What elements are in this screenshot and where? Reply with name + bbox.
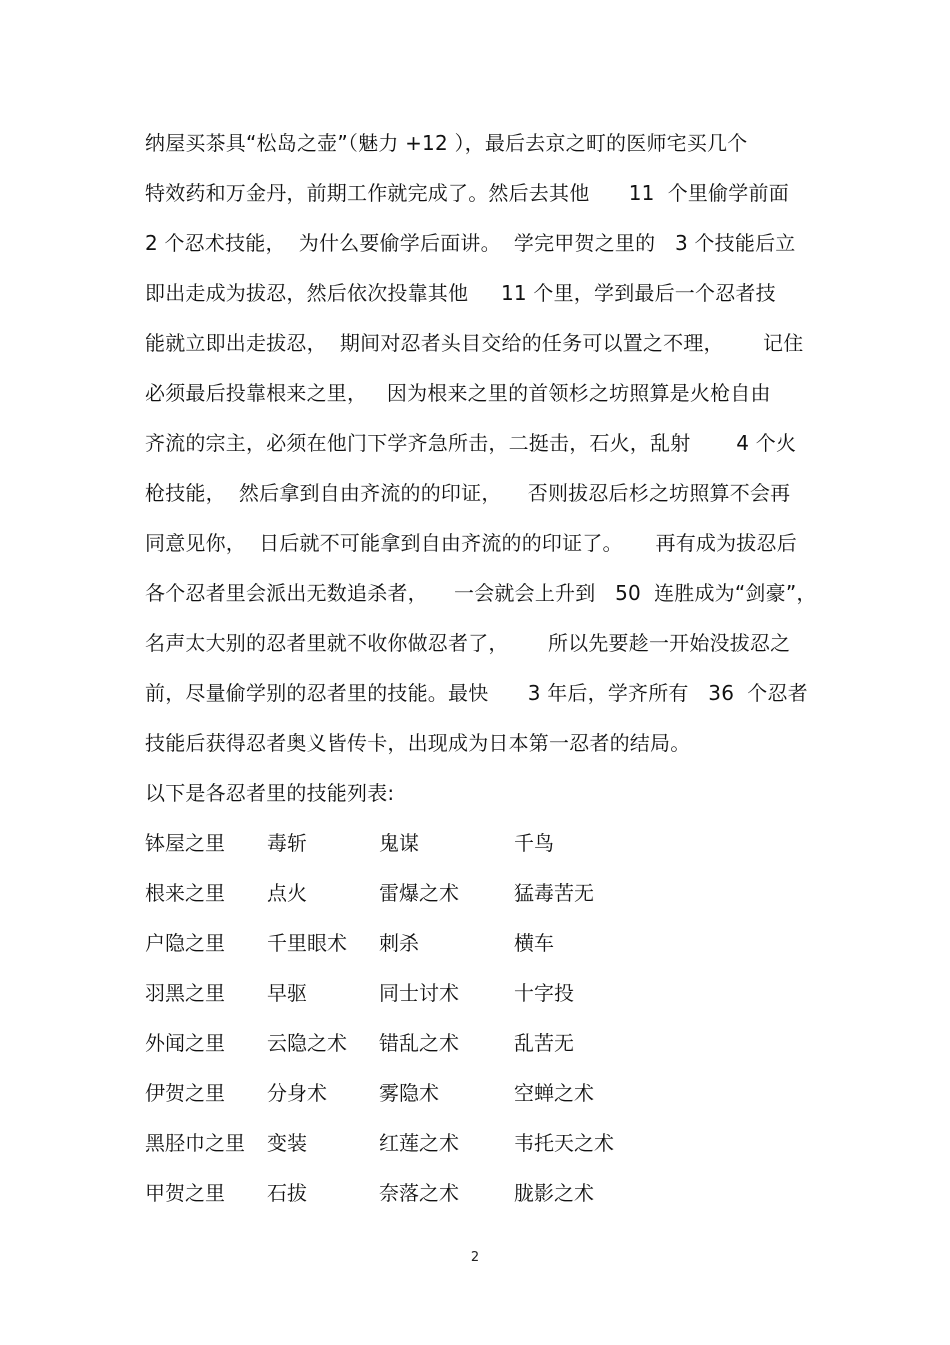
skill-cell: 千里眼术 <box>267 931 347 955</box>
paragraph-line: 前，尽量偷学别的忍者里的技能。最快 3 年后，学齐所有 36 个忍者 <box>145 681 808 705</box>
village-name: 羽黑之里 <box>145 981 225 1005</box>
skill-cell: 乱苦无 <box>514 1031 574 1055</box>
skill-cell: 千鸟 <box>514 831 554 855</box>
skill-cell: 雾隐术 <box>379 1081 439 1105</box>
paragraph-line: 特效药和万金丹，前期工作就完成了。然后去其他 11 个里偷学前面 <box>145 181 789 205</box>
skill-table <box>145 818 674 1218</box>
table-row <box>145 918 674 968</box>
paragraph-line: 必须最后投靠根来之里， 因为根来之里的首领杉之坊照算是火枪自由 <box>145 381 771 405</box>
village-name: 钵屋之里 <box>145 831 225 855</box>
skill-cell: 空蝉之术 <box>514 1081 594 1105</box>
skill-cell: 分身术 <box>267 1081 327 1105</box>
village-name: 户隐之里 <box>145 931 225 955</box>
village-name: 根来之里 <box>145 881 225 905</box>
village-name: 外闻之里 <box>145 1031 225 1055</box>
paragraph-line: 各个忍者里会派出无数追杀者， 一会就会上升到 50 连胜成为“剑豪”， <box>145 581 817 605</box>
village-name: 伊贺之里 <box>145 1081 225 1105</box>
skill-cell: 毒斩 <box>267 831 307 855</box>
paragraph-line: 名声太大别的忍者里就不收你做忍者了， 所以先要趁一开始没拔忍之 <box>145 631 791 655</box>
skill-cell: 变装 <box>267 1131 307 1155</box>
paragraph-line: 齐流的宗主，必须在他门下学齐急所击，二挺击，石火，乱射 4 个火 <box>145 431 797 455</box>
skill-cell: 云隐之术 <box>267 1031 347 1055</box>
paragraph-line: 技能后获得忍者奥义皆传卡，出现成为日本第一忍者的结局。 <box>145 731 691 755</box>
skill-cell: 韦托天之术 <box>514 1131 614 1155</box>
skill-cell: 同士讨术 <box>379 981 459 1005</box>
paragraph-line: 2 个忍术技能， 为什么要偷学后面讲。 学完甲贺之里的 3 个技能后立 <box>145 231 796 255</box>
list-intro-line: 以下是各忍者里的技能列表: <box>145 781 395 805</box>
village-name: 甲贺之里 <box>145 1181 225 1205</box>
village-name: 黑胫巾之里 <box>145 1131 245 1155</box>
table-row <box>145 1018 674 1068</box>
skill-cell: 雷爆之术 <box>379 881 459 905</box>
table-row <box>145 968 674 1018</box>
table-row <box>145 868 674 918</box>
skill-cell: 刺杀 <box>379 931 419 955</box>
skill-cell: 点火 <box>267 881 307 905</box>
skill-cell: 红莲之术 <box>379 1131 459 1155</box>
paragraph-line: 同意见你， 日后就不可能拿到自由齐流的的印证了。 再有成为拔忍后 <box>145 531 797 555</box>
table-row <box>145 818 674 868</box>
table-row <box>145 1118 674 1168</box>
body-paragraph <box>145 118 815 818</box>
paragraph-line: 枪技能， 然后拿到自由齐流的的印证， 否则拔忍后杉之坊照算不会再 <box>145 481 791 505</box>
skill-cell: 横车 <box>514 931 554 955</box>
skill-cell: 猛毒苦无 <box>514 881 594 905</box>
skill-cell: 早驱 <box>267 981 307 1005</box>
paragraph-line: 即出走成为拔忍，然后依次投靠其他 11 个里，学到最后一个忍者技 <box>145 281 776 305</box>
skill-cell: 鬼谋 <box>379 831 419 855</box>
table-row <box>145 1168 674 1218</box>
skill-cell: 胧影之术 <box>514 1181 594 1205</box>
paragraph-line: 能就立即出走拔忍， 期间对忍者头目交给的任务可以置之不理， 记住 <box>145 331 804 355</box>
paragraph-line: 纳屋买茶具“松岛之壶”（魅力 +12 ），最后去京之町的医师宅买几个 <box>145 131 748 155</box>
skill-cell: 十字投 <box>514 981 574 1005</box>
table-row <box>145 1068 674 1118</box>
skill-cell: 奈落之术 <box>379 1181 459 1205</box>
page-number: 2 <box>470 1250 480 1265</box>
skill-cell: 石拔 <box>267 1181 307 1205</box>
skill-cell: 错乱之术 <box>379 1031 459 1055</box>
